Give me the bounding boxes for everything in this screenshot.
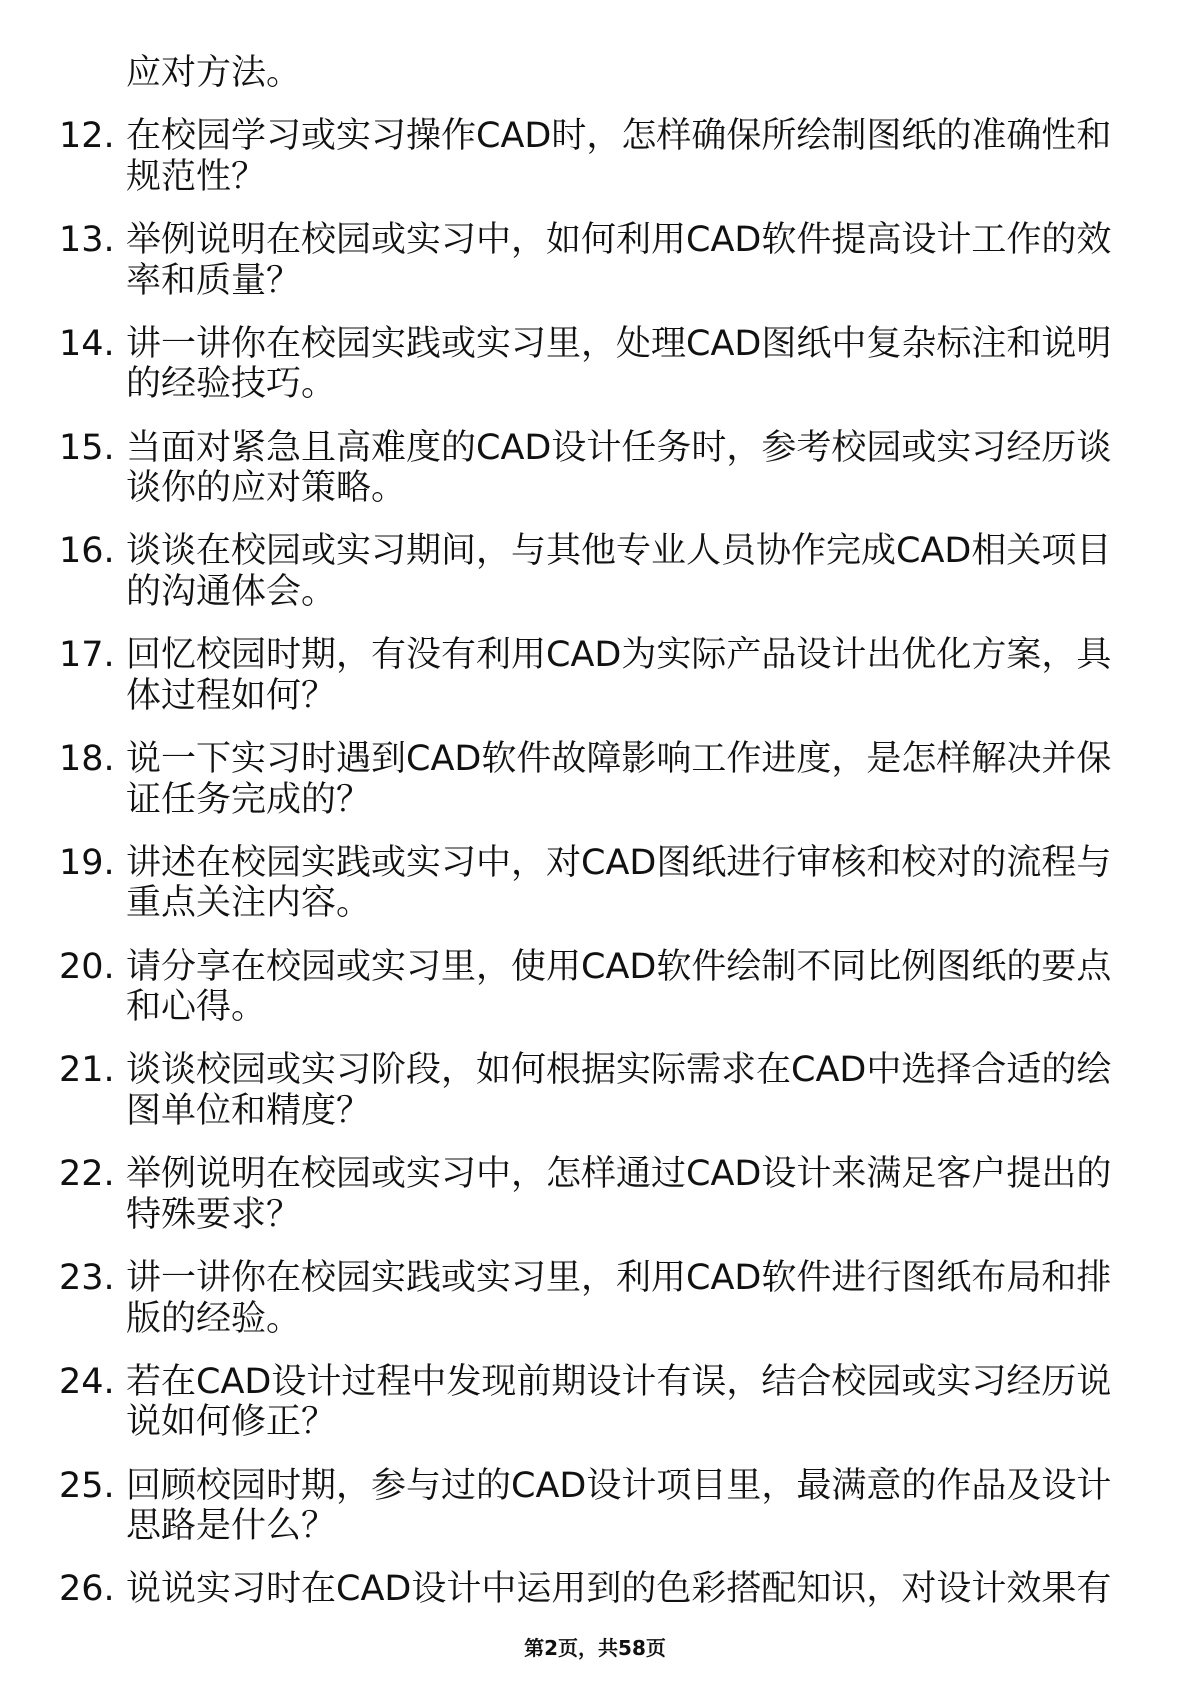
list-item [0, 1362, 1190, 1443]
item-text-line: 证任务完成的？ [126, 779, 372, 820]
list-item [0, 635, 1190, 716]
list-item [0, 739, 1190, 820]
list-item [0, 1466, 1190, 1547]
item-number: 16. [59, 531, 115, 572]
item-text-line: 图单位和精度？ [126, 1090, 372, 1131]
list-item [0, 947, 1190, 1028]
list-item [0, 1258, 1190, 1339]
item-text-line: 说说实习时在CAD设计中运用到的色彩搭配知识，对设计效果有 [126, 1569, 1112, 1610]
item-number: 15. [59, 427, 115, 468]
item-text-line: 率和质量？ [126, 260, 302, 301]
item-number: 21. [59, 1050, 115, 1091]
item-number: 18. [59, 739, 115, 780]
list-item [0, 531, 1190, 612]
list-item [0, 1154, 1190, 1235]
list-item [0, 428, 1190, 509]
item-number: 22. [59, 1154, 115, 1195]
item-text-line: 讲一讲你在校园实践或实习里，利用CAD软件进行图纸布局和排 [126, 1258, 1112, 1299]
list-item [0, 1050, 1190, 1131]
item-text-line: 谈谈校园或实习阶段，如何根据实际需求在CAD中选择合适的绘 [126, 1050, 1112, 1091]
question-list [0, 53, 1190, 1610]
item-text-line: 重点关注内容。 [126, 883, 372, 924]
continuation-line: 应对方法。 [126, 53, 302, 93]
list-item [0, 324, 1190, 405]
item-text-line: 举例说明在校园或实习中，如何利用CAD软件提高设计工作的效 [126, 220, 1112, 261]
item-number: 25. [59, 1465, 115, 1506]
item-number: 23. [59, 1258, 115, 1299]
item-text-line: 说如何修正？ [126, 1402, 337, 1443]
item-text-line: 思路是什么？ [126, 1506, 337, 1547]
item-text-line: 请分享在校园或实习里，使用CAD软件绘制不同比例图纸的要点 [126, 946, 1112, 987]
item-number: 17. [59, 635, 115, 676]
item-text-line: 体过程如何？ [126, 675, 337, 716]
list-item [0, 116, 1190, 197]
item-number: 12. [59, 116, 115, 157]
item-number: 13. [59, 220, 115, 261]
item-text-line: 若在CAD设计过程中发现前期设计有误，结合校园或实习经历说 [126, 1361, 1112, 1402]
item-number: 14. [59, 323, 115, 364]
item-text-line: 规范性？ [126, 156, 267, 197]
list-item [0, 1569, 1190, 1610]
item-text-line: 讲一讲你在校园实践或实习里，处理CAD图纸中复杂标注和说明 [126, 323, 1112, 364]
item-text-line: 的经验技巧。 [126, 364, 337, 405]
item-text-line: 回顾校园时期，参与过的CAD设计项目里，最满意的作品及设计 [126, 1465, 1112, 1506]
item-text-line: 谈谈在校园或实习期间，与其他专业人员协作完成CAD相关项目 [126, 531, 1112, 572]
item-text-line: 讲述在校园实践或实习中，对CAD图纸进行审核和校对的流程与 [126, 842, 1112, 883]
item-text-line: 回忆校园时期，有没有利用CAD为实际产品设计出优化方案，具 [126, 635, 1112, 676]
item-text-line: 特殊要求？ [126, 1194, 302, 1235]
item-number: 26. [59, 1569, 115, 1610]
item-text-line: 的沟通体会。 [126, 571, 337, 612]
item-number: 24. [59, 1361, 115, 1402]
item-text-line: 和心得。 [126, 987, 267, 1028]
item-text-line: 版的经验。 [126, 1298, 302, 1339]
page-footer: 第2页，共58页 [524, 1636, 666, 1660]
item-text-line: 在校园学习或实习操作CAD时，怎样确保所绘制图纸的准确性和 [126, 116, 1112, 157]
item-text-line: 当面对紧急且高难度的CAD设计任务时，参考校园或实习经历谈 [126, 427, 1112, 468]
list-item [0, 843, 1190, 924]
item-number: 19. [59, 842, 115, 883]
list-item [0, 220, 1190, 301]
item-text-line: 举例说明在校园或实习中，怎样通过CAD设计来满足客户提出的 [126, 1154, 1112, 1195]
item-number: 20. [59, 946, 115, 987]
item-text-line: 说一下实习时遇到CAD软件故障影响工作进度，是怎样解决并保 [126, 739, 1112, 780]
item-text-line: 谈你的应对策略。 [126, 468, 407, 509]
